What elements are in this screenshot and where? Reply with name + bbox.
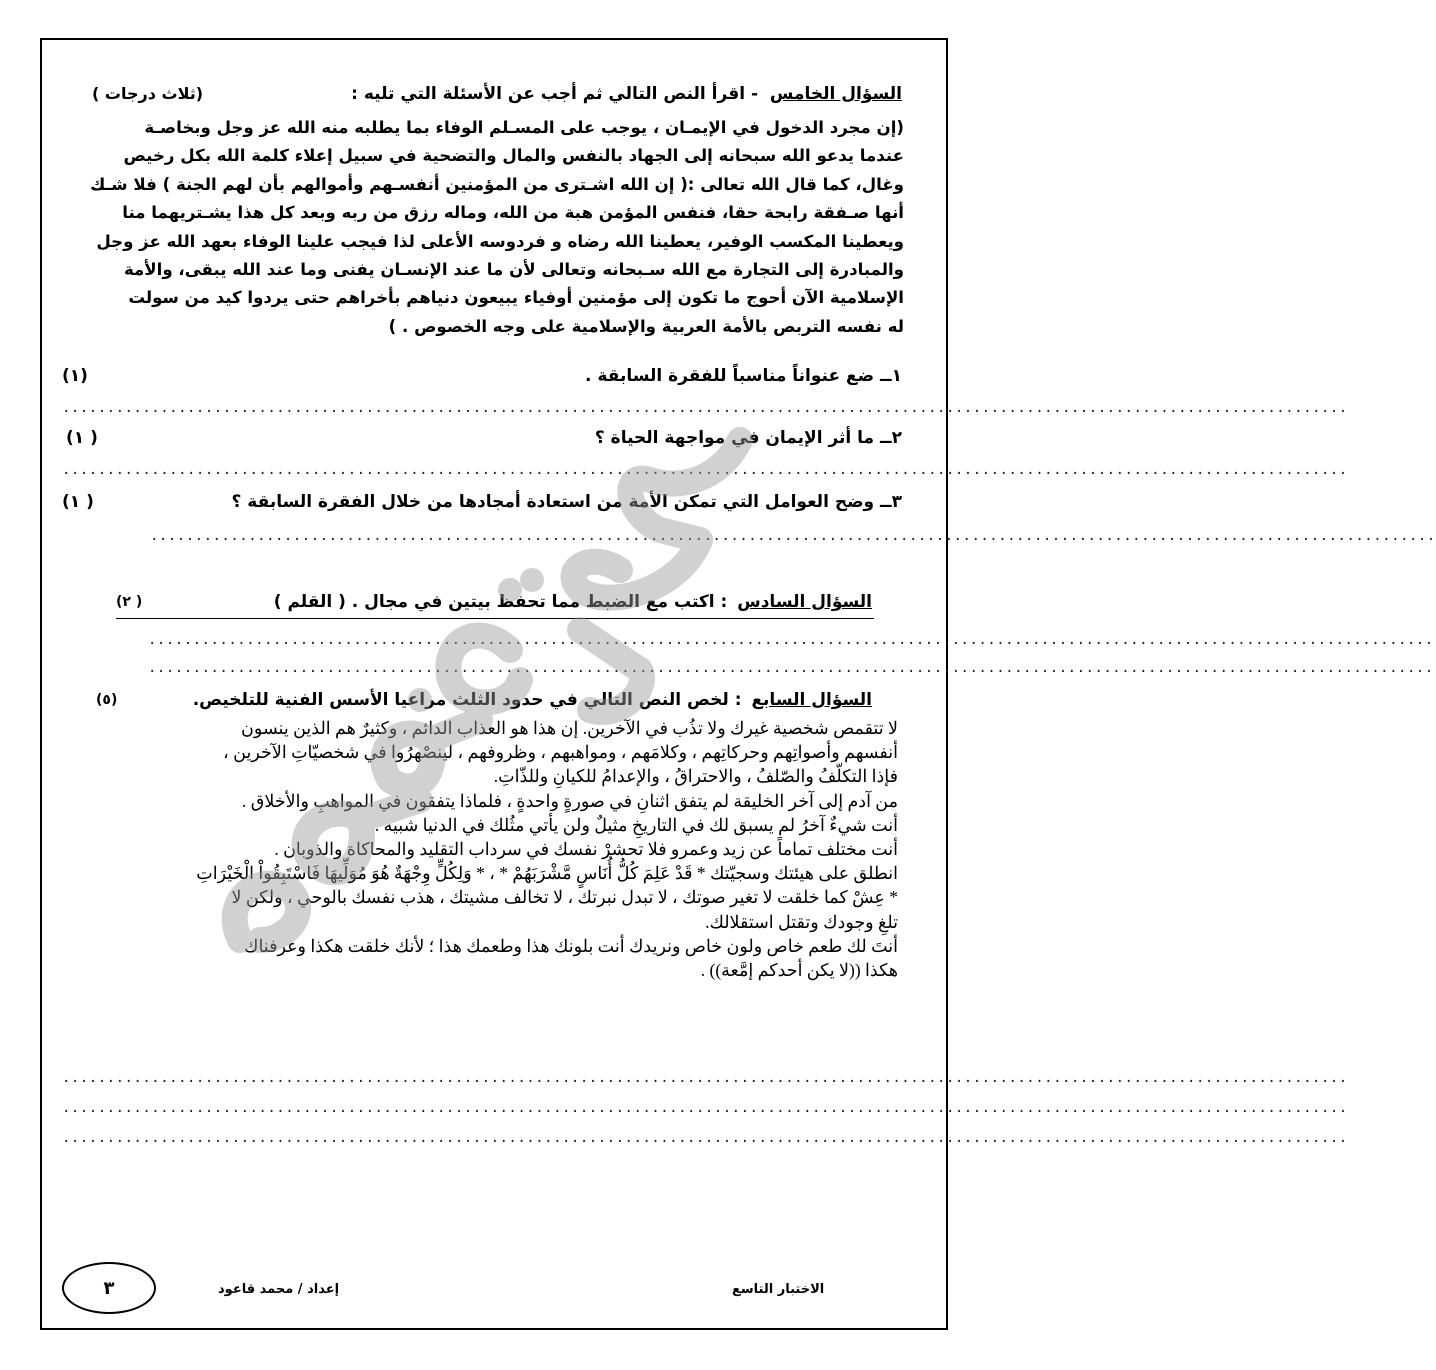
answer-line: ................................................................................................................................................ (62, 462, 1348, 478)
passage-line: (إن مجرد الدخول في الإيمـان ، يوجب على المسـلم الوفاء بما يطلبه منه الله عز وجل وبخاصـة (144, 118, 904, 137)
q5-question-3-marks: ( ١) (62, 492, 94, 512)
footer-author: إعداد / محمد قاعود (218, 1282, 340, 1297)
passage-line: الإسلامية الآن أحوج ما تكون إلى مؤمنين أوفياء يبيعون دنياهم بأخراهم حتى يردوا كيد من سولت (128, 288, 904, 308)
answer-line: ................................................................................................................................................ (148, 632, 1434, 648)
divider-line (116, 618, 874, 619)
question-text: وضح العوامل التي تمكن الأمة من استعادة أمجادها من خلال الفقرة السابقة ؟ (231, 492, 875, 512)
answer-line: ................................................................................................................................................ (62, 1070, 1348, 1086)
q7-line: من آدم إلى آخر الخليقة لم يتفق اثنانِ في صورةٍ واحدةٍ ، فلماذا يتفقون في المواهبِ والأخلاق . (242, 790, 898, 811)
passage-line: له نفسه التربص بالأمة العربية والإسلامية على وجه الخصوص . ) (388, 316, 904, 336)
passage-line: عندما يدعو الله سبحانه إلى الجهاد بالنفس والمال والتضحية في سبيل إعلاء كلمة الله بكل رخيص (123, 146, 904, 166)
q5-question-2 (182, 428, 902, 448)
passage-line: والمبادرة إلى التجارة مع الله سـبحانه وتعالى لأن ما عند الإنسـان يفنى وما عند الله يبقى، والأمة (123, 260, 904, 280)
q5-title: السؤال الخامس (769, 84, 902, 104)
passage-line: وغال، كما قال الله تعالى :( إن الله اشـترى من المؤمنين أنفسـهم وأموالهم بأن لهم الجنة ) فلا شـك (90, 174, 904, 194)
footer-exam: الاختبار التاسع (732, 1282, 825, 1297)
q7-line: لا تتقمص شخصية غيرك ولا تذُب في الآخرين. إن هذا هو العذاب الدائم ، وكثيرٌ هم الذين ينسون (241, 718, 898, 738)
q5-marks: (ثلاث درجات ) (92, 84, 204, 103)
q5-question-3 (182, 492, 902, 512)
q5-heading (82, 84, 902, 104)
q5-question-2-marks: ( ١) (66, 428, 98, 448)
q6-title: السؤال السادس (737, 592, 872, 612)
q7-line: انطلق على هيئتك وسجيّتك * قَدْ عَلِمَ كُلُّ أُنَاسٍ مَّشْرَبَهُمْ * ، * وَلِكُلٍّ وِجْهَةٌ هُوَ مُوَلِّيهَا فَاسْتَبِقُواْ الْخَيْرَاتِ (196, 863, 898, 884)
answer-line: ................................................................................................................................................ (150, 528, 1436, 544)
question-number: ٣ــ (879, 492, 902, 512)
q7-line: هكذا ((لا يكن أحدكم إمَّعة)) . (700, 960, 898, 981)
q7-line: تلغِ وجودك وتقتل استقلالك. (705, 911, 898, 932)
q7-line: * عِشْ كما خلقت لا تغير صوتك ، لا تبدل نبرتك ، لا تخالف مشيتك ، هذب نفسك بالوحي ، ولكن لا (231, 887, 898, 908)
passage-line: أنها صـفقة رابحة حقا، فنفس المؤمن هبة من الله، وماله رزق من ربه وبعد كل هذا يشـتريهما منا (122, 203, 904, 223)
q7-heading (152, 690, 872, 710)
question-text: ضع عنواناً مناسباً للفقرة السابقة . (585, 366, 875, 386)
question-number: ٢ــ (879, 428, 902, 448)
page-number: ٣ (62, 1262, 156, 1314)
q6-instruction: : اكتب مع الضبط مما تحفظ بيتين في مجال . ( القلم ) (273, 592, 728, 612)
question-text: ما أثر الإيمان في مواجهة الحياة ؟ (594, 428, 875, 448)
q5-question-1 (182, 366, 902, 386)
q5-instruction: - اقرأ النص التالي ثم أجب عن الأسئلة التي تليه : (351, 84, 758, 104)
q7-line: أنفسهم وأصواتِهم وحركاتِهم ، وكلامَهم ، ومواهبهم ، وظروفهم ، لينصْهرُوا في شخصيّاتِ الآخرين ، (223, 742, 898, 763)
q7-line: أنت مختلف تماماً عن زيد وعمرو فلا تحشرْ نفسك في سرداب التقليد والمحاكاة والذوبان . (274, 839, 898, 860)
q6-marks: ( ٢) (116, 594, 143, 610)
q7-instruction: : لخص النص التالي في حدود الثلث مراعيا الأسس الفنية للتلخيص. (192, 690, 742, 710)
q7-line: فإذا التكلّفُ والصّلفُ ، والاحتراقُ ، والإعدامُ للكيانِ وللذّاتِ. (493, 766, 898, 787)
passage-line: ويعطينا المكسب الوفير، يعطينا الله رضاه و فردوسه الأعلى لذا فيجب علينا الوفاء بعهد الله عز وجل (96, 231, 904, 251)
q7-line: أنتَ لك طعم خاص ولون خاص ونريدك أنت بلونك هذا وطعمك هذا ؛ لأنك خلقت هكذا وعرفناك (244, 935, 898, 956)
answer-line: ................................................................................................................................................ (62, 400, 1348, 416)
question-number: ١ــ (879, 366, 902, 386)
q6-heading (172, 592, 872, 612)
answer-line: ................................................................................................................................................ (62, 1130, 1348, 1146)
q7-marks: (٥) (96, 692, 118, 708)
q5-question-1-marks: (١) (62, 366, 88, 386)
answer-line: ................................................................................................................................................ (148, 660, 1434, 676)
q5-passage (58, 114, 904, 341)
q7-title: السؤال السابع (751, 690, 872, 710)
q7-passage (62, 716, 898, 982)
q7-line: أنت شيءٌ آخرُ لم يسبق لك في التاريخِ مثيلٌ ولن يأتي مثُلك في الدنيا شبيه . (374, 814, 898, 835)
answer-line: ................................................................................................................................................ (62, 1100, 1348, 1116)
